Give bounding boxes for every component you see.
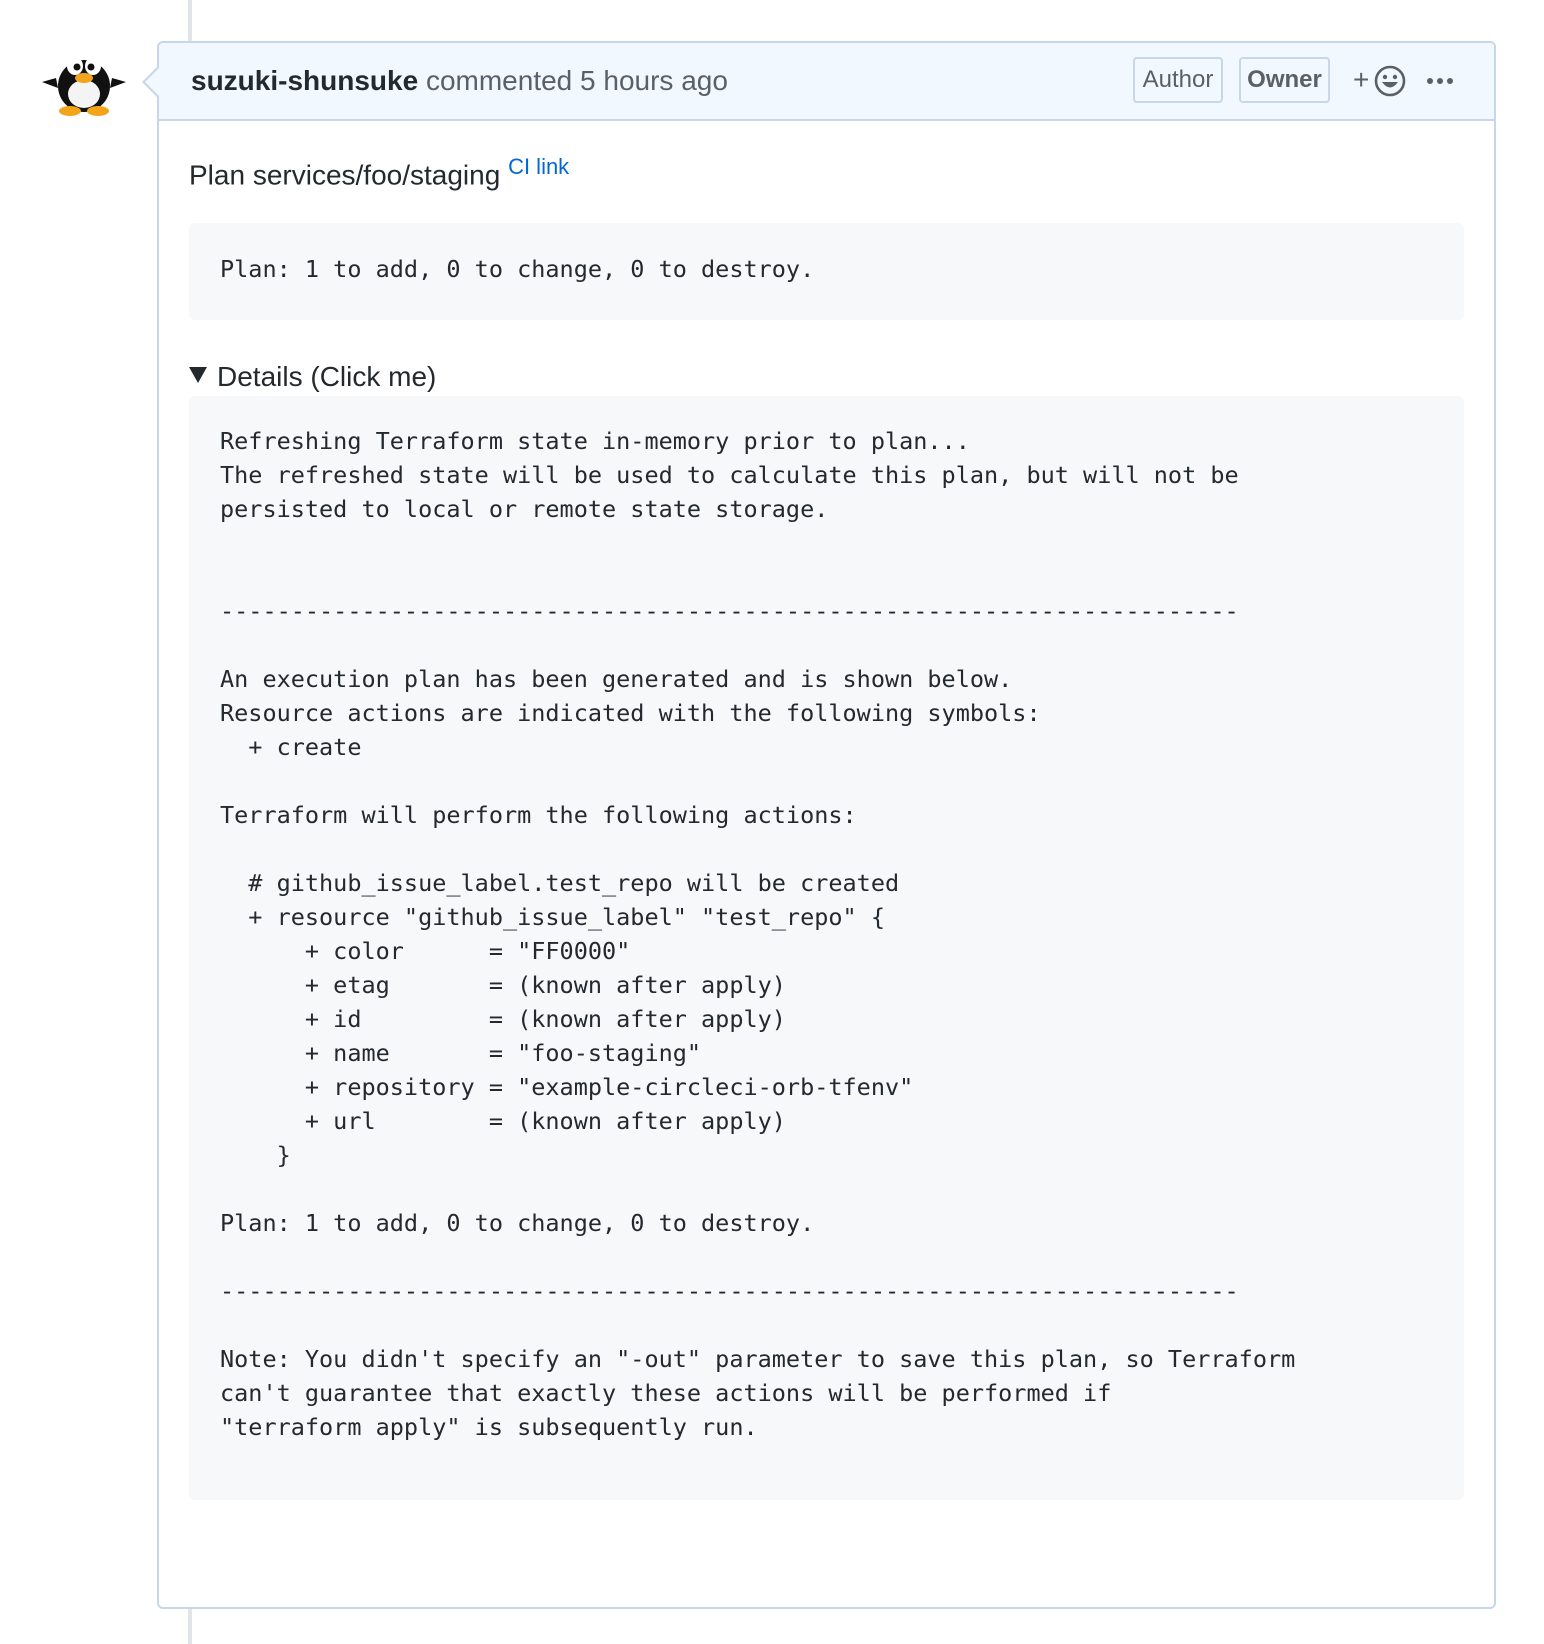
details-toggle[interactable] — [189, 359, 436, 395]
plan-summary-code: Plan: 1 to add, 0 to change, 0 to destroy. — [189, 223, 1464, 320]
comment-timestamp[interactable]: commented 5 hours ago — [425, 65, 728, 96]
details-label: Details (Click me) — [217, 361, 437, 392]
comment-header — [159, 43, 1494, 121]
author-link[interactable]: suzuki-shunsuke — [191, 65, 419, 96]
smiley-icon — [1373, 64, 1407, 98]
author-badge: Author — [1133, 57, 1223, 103]
comment-actions-button[interactable] — [1425, 67, 1459, 95]
comment-header-text — [191, 63, 728, 99]
comment-pointer-fill — [145, 68, 159, 96]
triangle-down-icon — [189, 367, 207, 383]
owner-badge: Owner — [1239, 57, 1330, 103]
add-reaction-button[interactable] — [1353, 61, 1409, 101]
plan-details-code: Refreshing Terraform state in-memory prior to plan... The refreshed state will be used to calculate this plan, but will not be persisted to local or remote state storage. ------------------------------------------------------------------------ An execution plan has been generated and is shown below. Resource actions are indicated with the following symbols: + create Terraform will perform the following actions: # github_issue_label.test_repo will be created + resource "github_issue_label" "test_repo" { + color = "FF0000" + etag = (known after apply) + id = (known after apply) + name = "foo-staging" + repository = "example-circleci-orb-tfenv" + url = (known after apply) } Plan: 1 to add, 0 to change, 0 to destroy. ------------------------------------------------------------------------ Note: You didn't specify an "-out" parameter to save this plan, so Terraform can't guarantee that exactly these actions will be performed if "terraform apply" is subsequently run. — [189, 396, 1464, 1500]
kebab-icon — [1425, 67, 1459, 95]
comment-box — [157, 41, 1496, 1609]
comment-body-title — [189, 149, 569, 193]
reaction-plus-label: + — [1353, 64, 1370, 95]
plan-title: Plan services/foo/staging — [189, 159, 501, 191]
ci-link[interactable]: CI link — [508, 154, 570, 179]
penguin-avatar-icon[interactable] — [42, 44, 126, 116]
